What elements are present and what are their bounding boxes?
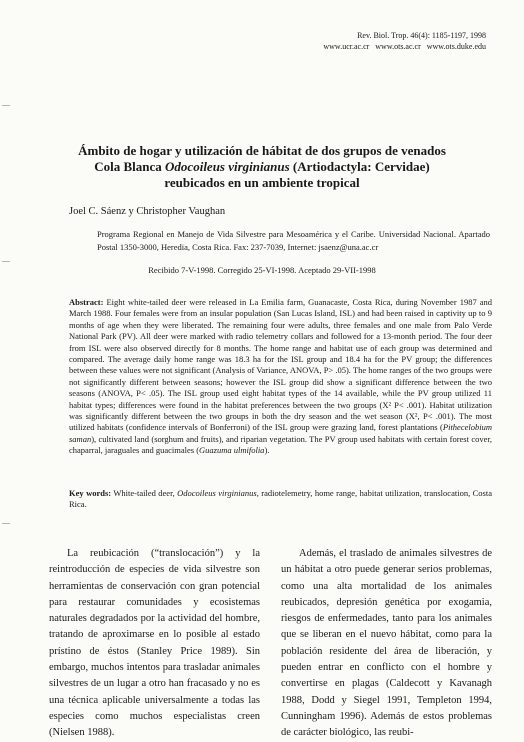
body-paragraph: La reubicación (“translocación”) y la reintroducción de especies de vida silvestre son herramientas de conservación con gran potencial para restaurar comunidades y ecosistemas naturales degradados por la actividad del hombre, tratando de aproximarse en lo posible al estado prístino de éstos (Stanley Price 1989). Sin embargo, muchos intentos para trasladar animales silvestres de un lugar a otro han fracasado y no es una técnica aplicable universalmente a todas las especies como muchos especialistas creen (Nielsen 1988). xyxy=(49,548,260,739)
title-species: Odocoileus virginianus xyxy=(165,159,290,174)
body-paragraph: Además, el traslado de animales silvestres de un hábitat a otro puede generar serios problemas, como una alta mortalidad de los animales reubicados, depresión genética por exogamia, riesgos de enfermedades, tanto para los animales que se liberan en el nuevo hábitat, como para la población residente del área de liberación, y pueden entrar en conflicto con el hombre y convertirse en plagas (Caldecott y Kavanagh 1988, Dodd y Siegel 1991, Templeton 1994, Cunningham 1996). Además de estos problemas de carácter biológico, las reubi- xyxy=(281,548,492,739)
journal-urls: www.ucr.ac.cr www.ots.ac.cr www.ots.duke.edu xyxy=(323,42,486,51)
body-column-left xyxy=(49,546,260,742)
abstract-text: ). xyxy=(264,445,270,456)
body-column-right xyxy=(281,546,492,742)
keywords-species: Odocoileus virginianus xyxy=(177,488,257,498)
abstract-label: Abstract: xyxy=(69,297,104,307)
title-line-2 xyxy=(0,159,524,175)
keywords-text: , radiotelemetry, home range, habitat utilization, translocation, Costa Rica. xyxy=(69,488,492,510)
abstract-species: Guazuma ulmifolia xyxy=(199,445,265,456)
journal-citation: Rev. Biol. Trop. 46(4): 1185-1197, 1998 xyxy=(357,31,486,40)
title-line-1: Ámbito de hogar y utilización de hábitat de dos grupos de venados xyxy=(78,143,446,158)
title-line-3: reubicados en un ambiente tropical xyxy=(164,175,360,190)
article-title xyxy=(0,143,524,191)
margin-mark: — xyxy=(2,100,10,109)
title-text: (Artiodactyla: Cervidae) xyxy=(289,159,430,174)
abstract-text: Eight white-tailed deer were released in La Emilia farm, Guanacaste, Costa Rica, during November 1987 and March 1988. Four females were from an insular population (San Lucas Island, ISL) and had been raised in captivity up to 9 months of age when they were liberated. The remaining four were adults, three females and one male from Palo Verde National Park (PV). All deer were marked with radio telemetry collars and followed for a 13-month period. The four deer from ISL were also observed directly for 8 months. The home range and habitat use of each group was determined and compared. The average daily home range was 18.3 ha for the ISL group and 18.4 ha for the PV group; the differences between these values were not significant (Analysis of Variance, ANOVA, P> .05). The home ranges of the two groups were not significantly different between seasons; however the ISL group did show a significant difference between the two seasons (ANOVA, P< .05). The ISL group used eight habitat types of the 14 available, while the PV group utilized 11 habitat types; differences were found in the habitat preferences between the two groups (X² P< .001). Habitat utilization was significantly different between the two groups in both the dry season and the wet season (X², P< .001). The most utilized habitats (confidence intervals of Bonferroni) of the ISL group were grazing land, forest plantations ( xyxy=(69,297,492,433)
authors: Joel C. Sáenz y Christopher Vaughan xyxy=(69,206,226,217)
keywords-label: Key words: xyxy=(69,488,112,498)
abstract-text: ), cultivated land (sorghum and fruits), and riparian vegetation. The PV group used habitats with certain forest cover, chaparral, jaraguales and guacimales ( xyxy=(69,433,492,456)
margin-mark: — xyxy=(2,518,10,527)
journal-header xyxy=(226,30,486,52)
margin-mark: — xyxy=(2,256,10,265)
abstract xyxy=(69,297,492,457)
received-dates: Recibido 7-V-1998. Corregido 25-VI-1998. Aceptado 29-VII-1998 xyxy=(148,265,376,275)
keywords-text: White-tailed deer, xyxy=(111,488,178,498)
affiliation: Programa Regional en Manejo de Vida Silvestre para Mesoamérica y el Caribe. Universidad Nacional. Apartado Postal 1350-3000, Heredia, Costa Rica. Fax: 237-7039, Internet: jsaenz@una.ac.cr xyxy=(97,229,490,252)
keywords xyxy=(69,488,492,511)
abstract-species: Pithecelobium saman xyxy=(69,422,492,444)
title-text: Cola Blanca xyxy=(94,159,166,174)
